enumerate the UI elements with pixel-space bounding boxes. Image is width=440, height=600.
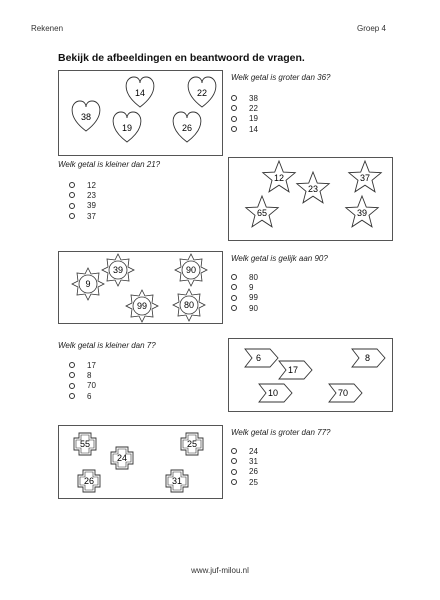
answer-option[interactable] — [231, 456, 258, 466]
cross-number: 25 — [186, 439, 198, 449]
arrows-picture-panel — [228, 338, 393, 412]
answer-value: 38 — [249, 93, 258, 103]
arrow-shape — [279, 361, 312, 379]
star-number: 39 — [356, 208, 368, 218]
stars-drawing — [229, 158, 392, 240]
answer-option[interactable] — [69, 211, 96, 221]
radio-circle[interactable] — [231, 458, 237, 464]
radio-circle[interactable] — [231, 479, 237, 485]
answer-value: 99 — [249, 293, 258, 303]
cross-number: 24 — [116, 453, 128, 463]
sun-number: 80 — [183, 300, 195, 310]
heart-shape — [113, 112, 141, 142]
star-number: 12 — [273, 173, 285, 183]
heart-shape — [188, 77, 216, 107]
radio-circle[interactable] — [69, 372, 75, 378]
answer-option[interactable] — [69, 180, 96, 190]
arrow-number: 10 — [268, 388, 279, 398]
cross-shape — [78, 470, 100, 492]
answer-value: 17 — [87, 360, 96, 370]
sun-shape — [173, 289, 205, 321]
crosses-picture-panel — [58, 425, 223, 499]
arrow-shape — [352, 349, 385, 367]
sun-number: 9 — [85, 279, 91, 289]
answer-value: 6 — [87, 391, 92, 401]
radio-circle[interactable] — [231, 284, 237, 290]
stars-picture-panel — [228, 157, 393, 241]
sun-shape — [102, 254, 134, 286]
answer-value: 24 — [249, 446, 258, 456]
answer-option[interactable] — [231, 124, 258, 134]
star-number: 65 — [256, 208, 268, 218]
radio-circle[interactable] — [231, 105, 237, 111]
sun-shape — [72, 268, 104, 300]
answer-option[interactable] — [69, 391, 96, 401]
answer-value: 31 — [249, 456, 258, 466]
answer-option[interactable] — [69, 190, 96, 200]
subject-label: Rekenen — [31, 24, 64, 33]
answer-value: 70 — [87, 381, 96, 391]
footer-url: www.juf-milou.nl — [191, 566, 249, 575]
heart-shape — [72, 101, 100, 131]
radio-circle[interactable] — [69, 393, 75, 399]
arrow-shape — [259, 384, 292, 402]
radio-circle[interactable] — [69, 192, 75, 198]
arrow-number: 8 — [365, 353, 371, 363]
sun-number: 90 — [185, 265, 197, 275]
answer-value: 80 — [249, 272, 258, 282]
radio-circle[interactable] — [231, 116, 237, 122]
answer-option[interactable] — [69, 201, 96, 211]
sun-number: 39 — [112, 265, 124, 275]
answer-option[interactable] — [231, 477, 258, 487]
radio-circle[interactable] — [69, 203, 75, 209]
sun-shape — [175, 254, 207, 286]
heart-shape — [126, 77, 154, 107]
radio-circle[interactable] — [69, 383, 75, 389]
answer-value: 23 — [87, 190, 96, 200]
star-shape — [346, 196, 378, 227]
answer-value: 19 — [249, 114, 258, 124]
answer-option[interactable] — [231, 446, 258, 456]
answer-option[interactable] — [231, 103, 258, 113]
cross-number: 31 — [171, 476, 183, 486]
cross-number: 55 — [79, 439, 91, 449]
star-number: 23 — [307, 184, 319, 194]
cross-shape — [181, 433, 203, 455]
heart-number: 19 — [121, 123, 133, 133]
radio-circle[interactable] — [231, 95, 237, 101]
heart-number: 22 — [196, 88, 208, 98]
radio-circle[interactable] — [69, 213, 75, 219]
answer-value: 22 — [249, 103, 258, 113]
cross-number: 26 — [83, 476, 95, 486]
suns-picture-panel — [58, 251, 223, 324]
arrows-drawing — [229, 339, 392, 411]
sun-number: 99 — [136, 301, 148, 311]
options-4 — [69, 360, 96, 401]
radio-circle[interactable] — [69, 182, 75, 188]
cross-shape — [74, 433, 96, 455]
hearts-picture-panel — [58, 70, 223, 156]
star-shape — [246, 196, 278, 227]
question-5: Welk getal is groter dan 77? — [231, 428, 331, 437]
options-2 — [69, 180, 96, 221]
heart-shape — [173, 112, 201, 142]
arrow-number: 17 — [288, 365, 299, 375]
answer-value: 14 — [249, 124, 258, 134]
question-3: Welk getal is gelijk aan 90? — [231, 254, 328, 263]
arrow-number: 70 — [338, 388, 349, 398]
crosses-drawing — [59, 426, 222, 498]
answer-value: 37 — [87, 211, 96, 221]
answer-value: 39 — [87, 201, 96, 211]
star-shape — [349, 161, 381, 192]
radio-circle[interactable] — [231, 469, 237, 475]
answer-value: 12 — [87, 180, 96, 190]
radio-circle[interactable] — [231, 305, 237, 311]
radio-circle[interactable] — [231, 274, 237, 280]
star-number: 37 — [359, 173, 371, 183]
answer-value: 90 — [249, 303, 258, 313]
answer-option[interactable] — [231, 293, 258, 303]
answer-option[interactable] — [231, 93, 258, 103]
arrow-shape — [245, 349, 278, 367]
page-title: Bekijk de afbeeldingen en beantwoord de vragen. — [58, 52, 305, 64]
radio-circle[interactable] — [231, 126, 237, 132]
question-1: Welk getal is groter dan 36? — [231, 73, 331, 82]
answer-option[interactable] — [231, 303, 258, 313]
answer-value: 9 — [249, 282, 254, 292]
options-5 — [231, 446, 258, 487]
radio-circle[interactable] — [69, 362, 75, 368]
suns-drawing — [59, 252, 222, 323]
question-2: Welk getal is kleiner dan 21? — [58, 160, 161, 169]
heart-number: 26 — [181, 123, 193, 133]
radio-circle[interactable] — [231, 295, 237, 301]
answer-option[interactable] — [69, 381, 96, 391]
sun-shape — [126, 290, 158, 322]
hearts-drawing — [59, 71, 222, 155]
answer-option[interactable] — [231, 282, 258, 292]
answer-option[interactable] — [231, 272, 258, 282]
arrow-number: 6 — [256, 353, 262, 363]
answer-option[interactable] — [69, 360, 96, 370]
options-3 — [231, 272, 258, 313]
radio-circle[interactable] — [231, 448, 237, 454]
star-shape — [297, 172, 329, 203]
heart-number: 14 — [134, 88, 146, 98]
group-label: Groep 4 — [357, 24, 386, 33]
cross-shape — [111, 447, 133, 469]
heart-number: 38 — [80, 112, 92, 122]
question-4: Welk getal is kleiner dan 7? — [58, 341, 156, 350]
options-1 — [231, 93, 258, 134]
answer-value: 25 — [249, 477, 258, 487]
answer-option[interactable] — [231, 467, 258, 477]
answer-option[interactable] — [69, 370, 96, 380]
answer-value: 26 — [249, 467, 258, 477]
answer-value: 8 — [87, 370, 92, 380]
star-shape — [263, 161, 295, 192]
arrow-shape — [329, 384, 362, 402]
answer-option[interactable] — [231, 114, 258, 124]
cross-shape — [166, 470, 188, 492]
